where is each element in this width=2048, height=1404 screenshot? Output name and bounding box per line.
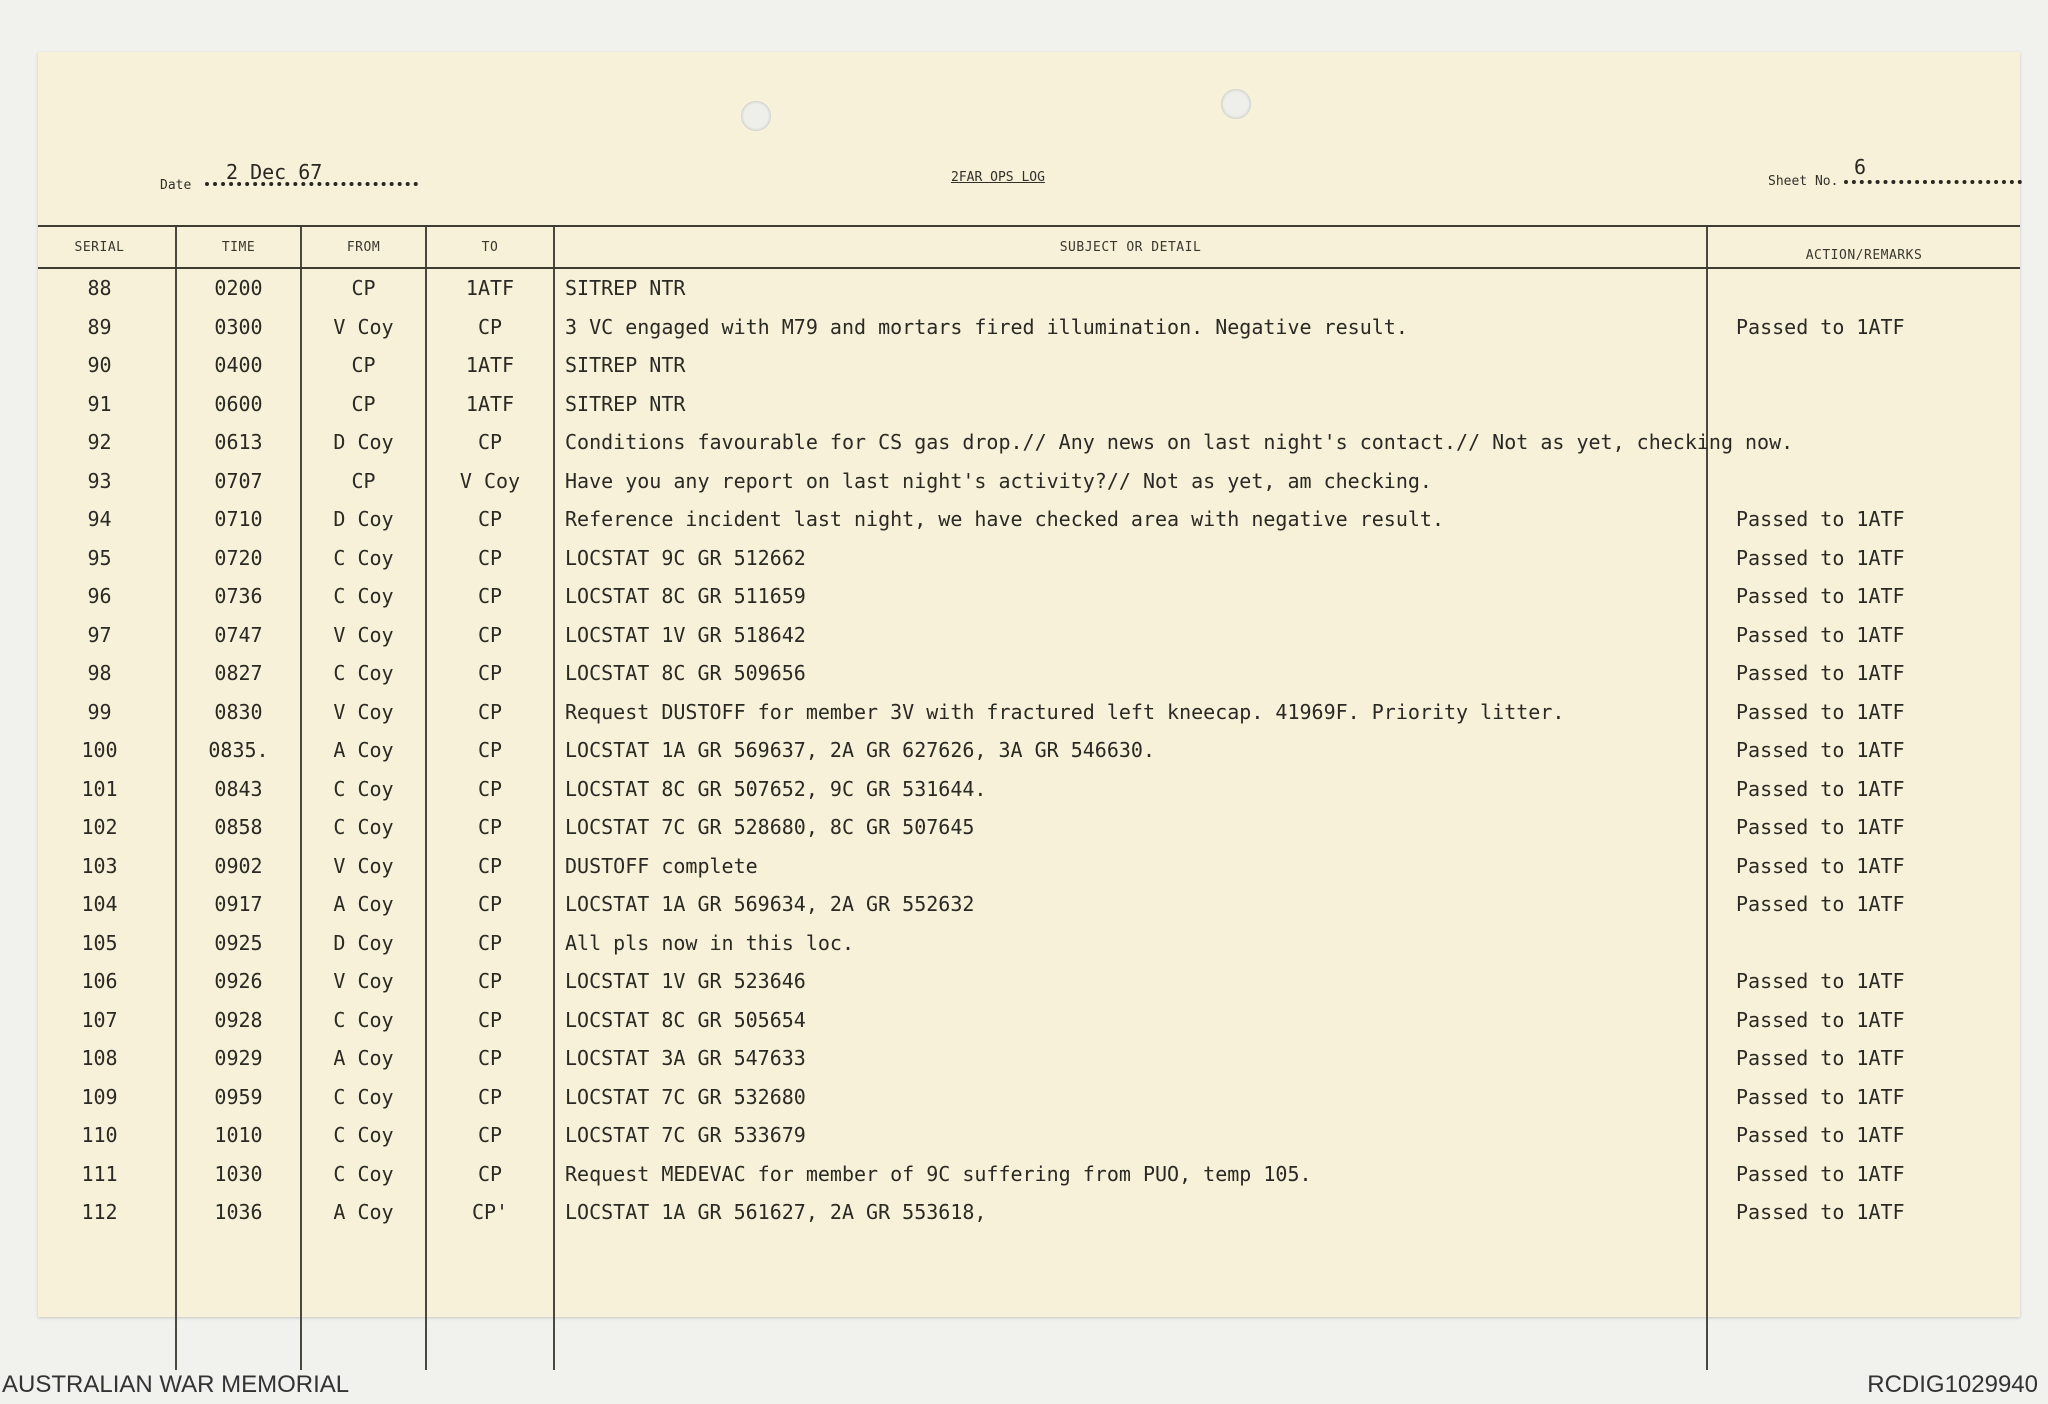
time-cell: 0200 bbox=[176, 268, 301, 308]
serial-cell: 100 bbox=[81, 738, 118, 763]
detail-cell: LOCSTAT 1A GR 569634, 2A GR 552632 bbox=[554, 885, 1707, 924]
serial-cell: 110 bbox=[81, 1123, 118, 1148]
table-row bbox=[38, 885, 2020, 924]
serial-cell: 99 bbox=[87, 699, 112, 724]
serial-cell: 94 bbox=[87, 507, 112, 532]
action-cell: Passed to 1ATF bbox=[1707, 808, 2020, 847]
from-cell: V Coy bbox=[301, 616, 426, 655]
action-cell: Passed to 1ATF bbox=[1707, 962, 2020, 1001]
header-row bbox=[38, 226, 2020, 268]
table-row bbox=[38, 346, 2020, 385]
from-cell: CP bbox=[301, 462, 426, 501]
time-cell: 0925 bbox=[176, 924, 301, 963]
from-cell: A Coy bbox=[301, 885, 426, 924]
detail-cell: LOCSTAT 7C GR 528680, 8C GR 507645 bbox=[554, 808, 1707, 847]
from-cell: D Coy bbox=[301, 924, 426, 963]
serial-cell: 106 bbox=[81, 969, 118, 994]
to-cell: CP bbox=[426, 1155, 554, 1194]
footer-record-id: RCDIG1029940 bbox=[1867, 1371, 2038, 1398]
action-cell: Passed to 1ATF bbox=[1707, 1001, 2020, 1040]
detail-cell: DUSTOFF complete bbox=[554, 847, 1707, 886]
to-cell: V Coy bbox=[426, 462, 554, 501]
action-cell bbox=[1707, 924, 2020, 963]
table-row bbox=[38, 654, 2020, 693]
date-label: Date bbox=[160, 178, 192, 193]
detail-cell: LOCSTAT 8C GR 511659 bbox=[554, 577, 1707, 616]
punch-hole bbox=[1221, 89, 1251, 119]
action-cell: Passed to 1ATF bbox=[1707, 616, 2020, 655]
action-cell: Passed to 1ATF bbox=[1707, 500, 2020, 539]
detail-cell: LOCSTAT 1A GR 561627, 2A GR 553618, bbox=[554, 1193, 1707, 1232]
detail-cell: SITREP NTR bbox=[554, 346, 1707, 385]
to-cell: CP bbox=[426, 847, 554, 886]
from-cell: CP bbox=[301, 346, 426, 385]
action-cell: Passed to 1ATF bbox=[1707, 770, 2020, 809]
table-row bbox=[38, 1039, 2020, 1078]
action-cell: Passed to 1ATF bbox=[1707, 1039, 2020, 1078]
log-title: 2FAR OPS LOG bbox=[951, 170, 1045, 185]
from-cell: CP bbox=[301, 268, 426, 308]
date-value: 2 Dec 67 bbox=[226, 160, 323, 184]
column-header-action: ACTION/REMARKS bbox=[1707, 226, 2020, 268]
serial-cell: 102 bbox=[81, 815, 118, 840]
from-cell: C Coy bbox=[301, 1078, 426, 1117]
detail-cell: LOCSTAT 7C GR 532680 bbox=[554, 1078, 1707, 1117]
serial-cell: 97 bbox=[87, 622, 112, 647]
serial-cell: 111 bbox=[81, 1161, 118, 1186]
action-cell: Passed to 1ATF bbox=[1707, 1193, 2020, 1232]
time-cell: 0707 bbox=[176, 462, 301, 501]
to-cell: CP bbox=[426, 654, 554, 693]
table-row bbox=[38, 808, 2020, 847]
action-cell: Passed to 1ATF bbox=[1707, 847, 2020, 886]
time-cell: 0736 bbox=[176, 577, 301, 616]
table-row bbox=[38, 1193, 2020, 1232]
action-cell: Passed to 1ATF bbox=[1707, 1155, 2020, 1194]
detail-cell: LOCSTAT 8C GR 509656 bbox=[554, 654, 1707, 693]
time-cell: 0917 bbox=[176, 885, 301, 924]
to-cell: CP bbox=[426, 423, 554, 462]
detail-cell: All pls now in this loc. bbox=[554, 924, 1707, 963]
table-row bbox=[38, 1078, 2020, 1117]
serial-cell: 89 bbox=[87, 314, 112, 339]
time-cell: 0710 bbox=[176, 500, 301, 539]
time-cell: 0858 bbox=[176, 808, 301, 847]
detail-cell: Have you any report on last night's activity?// Not as yet, am checking. bbox=[554, 462, 1707, 501]
to-cell: 1ATF bbox=[426, 385, 554, 424]
detail-cell: LOCSTAT 1V GR 518642 bbox=[554, 616, 1707, 655]
serial-cell: 95 bbox=[87, 545, 112, 570]
table-row bbox=[38, 962, 2020, 1001]
to-cell: CP bbox=[426, 693, 554, 732]
from-cell: C Coy bbox=[301, 539, 426, 578]
serial-cell: 92 bbox=[87, 430, 112, 455]
detail-cell: SITREP NTR bbox=[554, 268, 1707, 308]
column-header-serial: SERIAL bbox=[38, 226, 176, 268]
detail-cell: LOCSTAT 3A GR 547633 bbox=[554, 1039, 1707, 1078]
from-cell: C Coy bbox=[301, 1155, 426, 1194]
table-row bbox=[38, 847, 2020, 886]
serial-cell: 91 bbox=[87, 391, 112, 416]
table-filler-row bbox=[38, 1232, 2020, 1371]
action-cell: Passed to 1ATF bbox=[1707, 539, 2020, 578]
to-cell: CP bbox=[426, 1116, 554, 1155]
table-row bbox=[38, 616, 2020, 655]
ops-log-table bbox=[38, 225, 2020, 1370]
serial-cell: 93 bbox=[87, 468, 112, 493]
table-row bbox=[38, 577, 2020, 616]
time-cell: 0902 bbox=[176, 847, 301, 886]
table-row bbox=[38, 500, 2020, 539]
from-cell: V Coy bbox=[301, 847, 426, 886]
from-cell: C Coy bbox=[301, 577, 426, 616]
action-cell bbox=[1707, 462, 2020, 501]
from-cell: A Coy bbox=[301, 1193, 426, 1232]
column-header-subject: SUBJECT OR DETAIL bbox=[554, 226, 1707, 268]
time-cell: 0926 bbox=[176, 962, 301, 1001]
detail-cell: LOCSTAT 8C GR 505654 bbox=[554, 1001, 1707, 1040]
sheet-number-dotted-line bbox=[1844, 180, 2022, 184]
serial-cell: 88 bbox=[87, 276, 112, 301]
time-cell: 0720 bbox=[176, 539, 301, 578]
detail-cell: LOCSTAT 1V GR 523646 bbox=[554, 962, 1707, 1001]
table-body bbox=[38, 268, 2020, 1370]
sheet-number-value: 6 bbox=[1854, 155, 1867, 179]
table-row bbox=[38, 385, 2020, 424]
from-cell: C Coy bbox=[301, 654, 426, 693]
table-row bbox=[38, 1001, 2020, 1040]
time-cell: 0928 bbox=[176, 1001, 301, 1040]
action-cell bbox=[1707, 385, 2020, 424]
to-cell: CP bbox=[426, 308, 554, 347]
serial-cell: 104 bbox=[81, 892, 118, 917]
time-cell: 0929 bbox=[176, 1039, 301, 1078]
time-cell: 1010 bbox=[176, 1116, 301, 1155]
from-cell: CP bbox=[301, 385, 426, 424]
serial-cell: 103 bbox=[81, 853, 118, 878]
column-header-from: FROM bbox=[301, 226, 426, 268]
table-row bbox=[38, 1155, 2020, 1194]
serial-cell: 105 bbox=[81, 930, 118, 955]
time-cell: 1030 bbox=[176, 1155, 301, 1194]
to-cell: CP bbox=[426, 1078, 554, 1117]
action-cell: Passed to 1ATF bbox=[1707, 654, 2020, 693]
detail-cell: SITREP NTR bbox=[554, 385, 1707, 424]
detail-cell: Reference incident last night, we have checked area with negative result. bbox=[554, 500, 1707, 539]
to-cell: CP bbox=[426, 770, 554, 809]
serial-cell: 109 bbox=[81, 1084, 118, 1109]
detail-cell: 3 VC engaged with M79 and mortars fired illumination. Negative result. bbox=[554, 308, 1707, 347]
from-cell: C Coy bbox=[301, 1116, 426, 1155]
detail-cell: LOCSTAT 1A GR 569637, 2A GR 627626, 3A GR 546630. bbox=[554, 731, 1707, 770]
detail-cell: Request DUSTOFF for member 3V with fractured left kneecap. 41969F. Priority litter. bbox=[554, 693, 1707, 732]
serial-cell: 101 bbox=[81, 776, 118, 801]
from-cell: V Coy bbox=[301, 308, 426, 347]
to-cell: CP bbox=[426, 808, 554, 847]
serial-cell: 108 bbox=[81, 1046, 118, 1071]
to-cell: 1ATF bbox=[426, 268, 554, 308]
time-cell: 0830 bbox=[176, 693, 301, 732]
log-sheet bbox=[38, 52, 2020, 1317]
table-row bbox=[38, 539, 2020, 578]
to-cell: 1ATF bbox=[426, 346, 554, 385]
to-cell: CP bbox=[426, 616, 554, 655]
from-cell: A Coy bbox=[301, 1039, 426, 1078]
detail-cell: Request MEDEVAC for member of 9C suffering from PUO, temp 105. bbox=[554, 1155, 1707, 1194]
action-cell: Passed to 1ATF bbox=[1707, 731, 2020, 770]
from-cell: V Coy bbox=[301, 962, 426, 1001]
table-row bbox=[38, 770, 2020, 809]
to-cell: CP bbox=[426, 577, 554, 616]
table-row bbox=[38, 423, 2020, 462]
action-cell: Passed to 1ATF bbox=[1707, 308, 2020, 347]
time-cell: 0613 bbox=[176, 423, 301, 462]
time-cell: 0827 bbox=[176, 654, 301, 693]
detail-cell: LOCSTAT 8C GR 507652, 9C GR 531644. bbox=[554, 770, 1707, 809]
to-cell: CP bbox=[426, 500, 554, 539]
time-cell: 0600 bbox=[176, 385, 301, 424]
from-cell: C Coy bbox=[301, 1001, 426, 1040]
table-row bbox=[38, 693, 2020, 732]
column-header-time: TIME bbox=[176, 226, 301, 268]
time-cell: 0835. bbox=[176, 731, 301, 770]
sheet-number-label: Sheet No. bbox=[1768, 174, 1839, 189]
serial-cell: 96 bbox=[87, 584, 112, 609]
serial-cell: 112 bbox=[81, 1200, 118, 1225]
action-cell bbox=[1707, 268, 2020, 308]
table-row bbox=[38, 462, 2020, 501]
from-cell: D Coy bbox=[301, 423, 426, 462]
table-row bbox=[38, 308, 2020, 347]
column-header-to: TO bbox=[426, 226, 554, 268]
action-cell: Passed to 1ATF bbox=[1707, 577, 2020, 616]
footer-institution: AUSTRALIAN WAR MEMORIAL bbox=[2, 1371, 350, 1398]
table-row bbox=[38, 1116, 2020, 1155]
action-cell: Passed to 1ATF bbox=[1707, 693, 2020, 732]
to-cell: CP bbox=[426, 924, 554, 963]
detail-cell: LOCSTAT 9C GR 512662 bbox=[554, 539, 1707, 578]
time-cell: 0400 bbox=[176, 346, 301, 385]
serial-cell: 90 bbox=[87, 353, 112, 378]
table-header bbox=[38, 226, 2020, 268]
table-row bbox=[38, 268, 2020, 308]
time-cell: 0843 bbox=[176, 770, 301, 809]
from-cell: D Coy bbox=[301, 500, 426, 539]
from-cell: V Coy bbox=[301, 693, 426, 732]
detail-cell: LOCSTAT 7C GR 533679 bbox=[554, 1116, 1707, 1155]
to-cell: CP bbox=[426, 539, 554, 578]
from-cell: C Coy bbox=[301, 770, 426, 809]
time-cell: 0747 bbox=[176, 616, 301, 655]
detail-cell: Conditions favourable for CS gas drop.// Any news on last night's contact.// Not as yet, checking now. bbox=[554, 423, 1707, 462]
to-cell: CP bbox=[426, 962, 554, 1001]
to-cell: CP bbox=[426, 1039, 554, 1078]
punch-hole bbox=[741, 101, 771, 131]
action-cell: Passed to 1ATF bbox=[1707, 1116, 2020, 1155]
time-cell: 1036 bbox=[176, 1193, 301, 1232]
action-cell: Passed to 1ATF bbox=[1707, 1078, 2020, 1117]
from-cell: C Coy bbox=[301, 808, 426, 847]
serial-cell: 98 bbox=[87, 661, 112, 686]
action-cell: Passed to 1ATF bbox=[1707, 885, 2020, 924]
action-cell bbox=[1707, 346, 2020, 385]
to-cell: CP bbox=[426, 885, 554, 924]
to-cell: CP bbox=[426, 731, 554, 770]
table-row bbox=[38, 924, 2020, 963]
time-cell: 0300 bbox=[176, 308, 301, 347]
to-cell: CP' bbox=[426, 1193, 554, 1232]
to-cell: CP bbox=[426, 1001, 554, 1040]
time-cell: 0959 bbox=[176, 1078, 301, 1117]
table-row bbox=[38, 731, 2020, 770]
serial-cell: 107 bbox=[81, 1007, 118, 1032]
from-cell: A Coy bbox=[301, 731, 426, 770]
